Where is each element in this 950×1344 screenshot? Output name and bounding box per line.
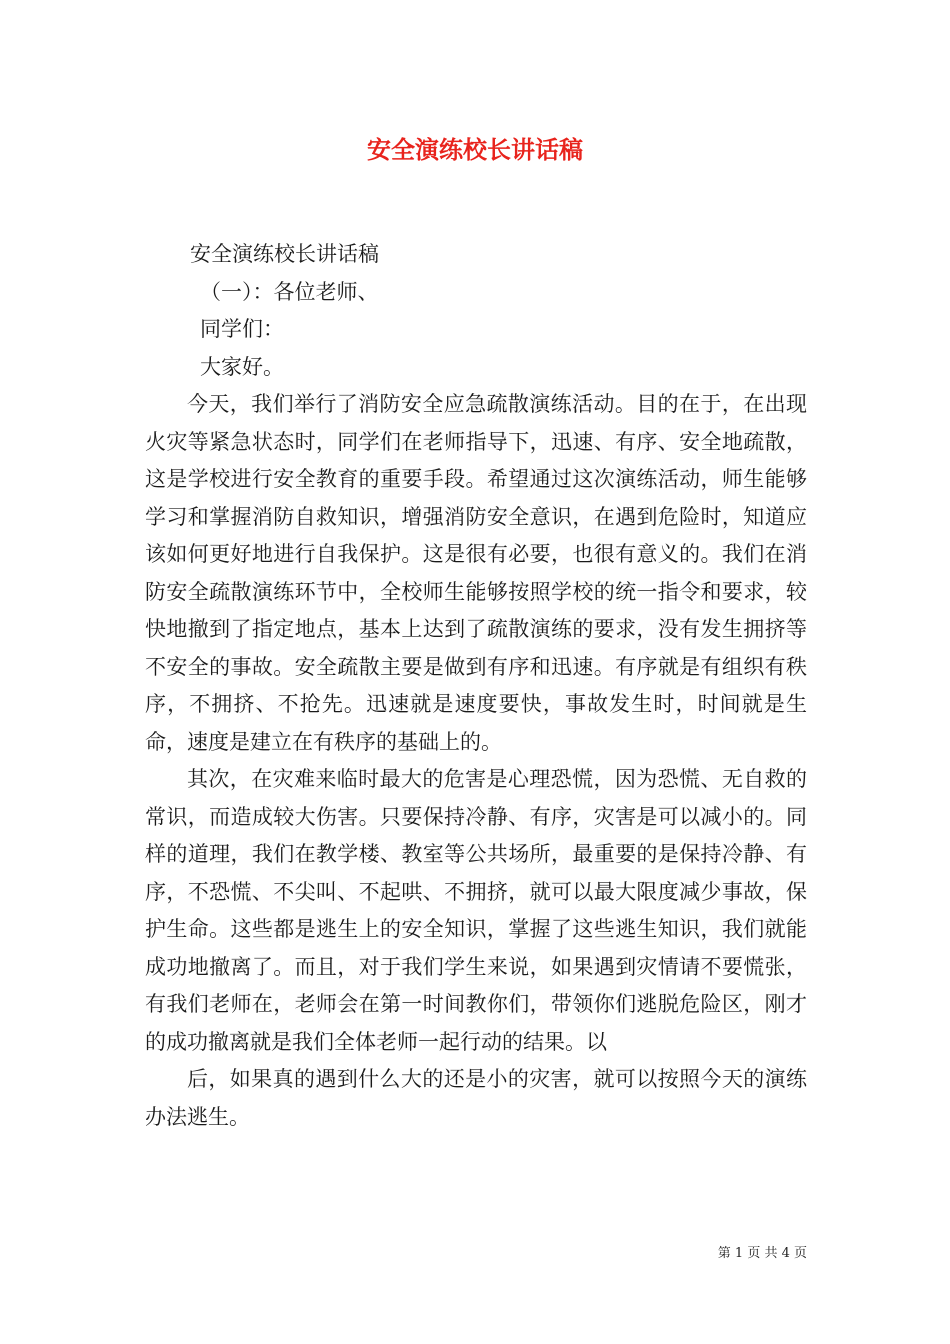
document-subtitle: 安全演练校长讲话稿 xyxy=(190,242,379,266)
salutation-line-1: （一）：各位老师、 xyxy=(200,279,379,304)
greeting-line: 大家好。 xyxy=(200,354,284,379)
paragraph-3: 后，如果真的遇到什么大的还是小的灾害，就可以按照今天的演练办法逃生。 xyxy=(145,1067,807,1129)
paragraph-1: 今天，我们举行了消防安全应急疏散演练活动。目的在于，在出现火灾等紧急状态时，同学们在老师指导下，迅速、有序、安全地疏散，这是学校进行安全教育的重要手段。希望通过这次演练活动，师生能够学习和掌握消防自救知识，增强消防安全意识，在遇到危险时，知道应该如何更好地进行自我保护。这是很有必要，也很有意义的。我们在消防安全疏散演练环节中，全校师生能够按照学校的统一指令和要求，较快地撤到了指定地点，基本上达到了疏散演练的要求，没有发生拥挤等不安全的事故。安全疏散主要是做到有序和迅速。有序就是有组织有秩序，不拥挤、不抢先。迅速就是速度要快，事故发生时，时间就是生命，速度是建立在有秩序的基础上的。 xyxy=(145,392,807,754)
salutation-line-2: 同学们： xyxy=(200,317,284,341)
document-body xyxy=(145,236,807,1136)
document-title: 安全演练校长讲话稿 xyxy=(367,135,583,164)
paragraph-2: 其次，在灾难来临时最大的危害是心理恐慌，因为恐慌、无自救的常识，而造成较大伤害。只要保持冷静、有序，灾害是可以减小的。同样的道理，我们在教学楼、教室等公共场所，最重要的是保持冷静、有序，不恐慌、不尖叫、不起哄、不拥挤，就可以最大限度减少事故，保护生命。这些都是逃生上的安全知识，掌握了这些逃生知识，我们就能成功地撤离了。而且，对于我们学生来说，如果遇到灾情请不要慌张，有我们老师在，老师会在第一时间教你们，带领你们逃脱危险区，刚才的成功撤离就是我们全体老师一起行动的结果。以 xyxy=(145,767,807,1054)
page-number: 第 1 页 共 4 页 xyxy=(717,1246,807,1261)
